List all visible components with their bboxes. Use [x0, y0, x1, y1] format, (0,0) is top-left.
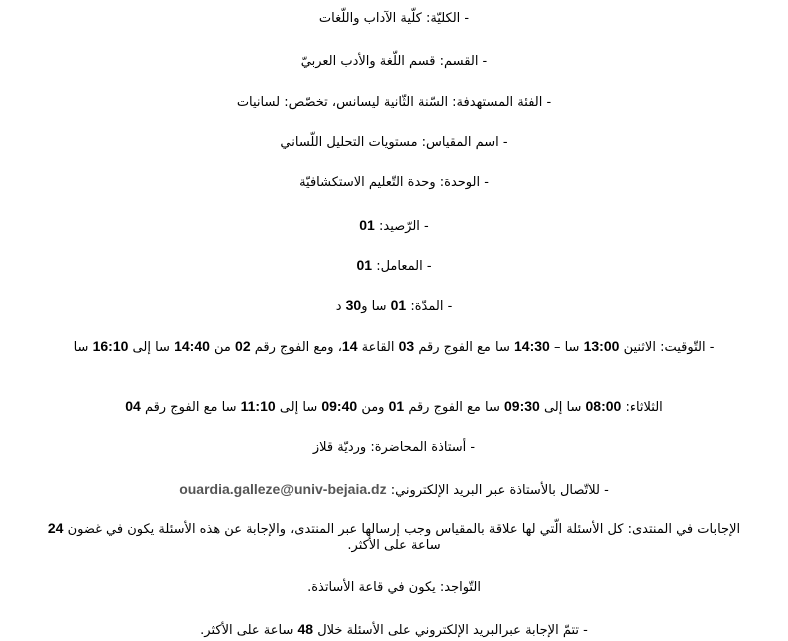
tuesday-text: سا مع الفوج رقم	[144, 400, 237, 415]
forum-line	[40, 520, 748, 554]
tuesday-time: 11:10	[240, 398, 276, 414]
faculty-text: - الكليّة: كلّية الآداب واللّغات	[318, 11, 470, 26]
course-name-line	[40, 135, 748, 151]
course-name-text: - اسم المقياس: مستويات التحليل اللّساني	[280, 135, 508, 150]
duration-minutes: 30	[345, 297, 362, 313]
timing-text: ، ومع الفوج رقم	[254, 340, 342, 355]
timing-group-number: 02	[235, 338, 251, 354]
department-text: - القسم: قسم اللّغة والأدب العربيّ	[300, 54, 488, 69]
email-reply-text-end: ساعة على الأكثر.	[200, 623, 294, 638]
forum-hours: 24	[47, 520, 64, 536]
department-line	[40, 54, 748, 70]
timing-time: 14:30	[514, 338, 550, 354]
credit-line	[40, 217, 748, 235]
tuesday-text: سا إلى	[279, 400, 318, 415]
coefficient-value: 01	[356, 257, 373, 273]
contact-line	[40, 481, 748, 499]
timing-room-number: 14	[341, 338, 358, 354]
timing-text: القاعة	[361, 340, 395, 355]
timing-text: سا	[73, 340, 89, 355]
presence-text: التّواجد: يكون في قاعة الأساتذة.	[307, 580, 481, 595]
unit-line	[40, 175, 748, 191]
timing-time: 14:40	[174, 338, 210, 354]
target-group-line	[40, 95, 748, 111]
presence-line	[40, 580, 748, 596]
forum-text-end: ساعة على الأكثر.	[347, 538, 441, 553]
tuesday-group-number: 01	[388, 398, 405, 414]
timing-group-number: 03	[398, 338, 415, 354]
timing-text: - التّوقيت: الاثنين	[623, 340, 715, 355]
timing-tuesday-line	[40, 398, 748, 416]
timing-text: سا إلى	[132, 340, 170, 355]
lecturer-text: - أستاذة المحاضرة: ورديّة قلاز	[312, 440, 476, 455]
email-reply-hours: 48	[297, 621, 314, 637]
lecturer-line	[40, 440, 748, 456]
tuesday-group-number: 04	[125, 398, 141, 414]
credit-value: 01	[359, 217, 375, 233]
tuesday-text: الثلاثاء:	[625, 400, 663, 415]
duration-line	[40, 297, 748, 315]
timing-text: من	[214, 340, 231, 355]
timing-monday-line	[40, 338, 748, 356]
timing-time: 16:10	[92, 338, 129, 354]
coefficient-line	[40, 257, 748, 275]
forum-text: الإجابات في المنتدى: كل الأسئلة الّتي لها علاقة بالمقياس وجب إرسالها عبر المنتدى، والإجابة عن هذه الأسئلة يكون في غضون	[67, 522, 741, 537]
duration-minutes-unit: د	[335, 299, 342, 314]
faculty-line	[40, 11, 748, 27]
contact-email-link[interactable]: ouardia.galleze@univ-bejaia.dz	[179, 481, 387, 497]
unit-text: - الوحدة: وحدة التّعليم الاستكشافيّة	[299, 175, 489, 190]
tuesday-time: 09:40	[321, 398, 358, 414]
timing-text: سا مع الفوج رقم	[418, 340, 510, 355]
tuesday-time: 08:00	[585, 398, 622, 414]
duration-label: - المدّة:	[410, 299, 453, 314]
email-reply-text: - تتمّ الإجابة عبرالبريد الإلكتروني على الأسئلة خلال	[317, 623, 588, 638]
credit-label: - الرّصيد:	[378, 219, 429, 234]
contact-label: - للاتّصال بالأستاذة عبر البريد الإلكتروني:	[390, 483, 609, 498]
duration-hours-unit: سا و	[361, 299, 387, 314]
tuesday-text: سا مع الفوج رقم	[408, 400, 500, 415]
tuesday-time: 09:30	[504, 398, 540, 414]
target-group-text: - الفئة المستهدفة: السّنة الثّانية ليسانس، تخصّص: لسانيات	[236, 95, 552, 110]
timing-time: 13:00	[583, 338, 620, 354]
tuesday-text: سا إلى	[543, 400, 582, 415]
tuesday-text: ومن	[361, 400, 385, 415]
coefficient-label: - المعامل:	[376, 259, 432, 274]
timing-text: سا –	[553, 340, 580, 355]
email-reply-line	[40, 621, 748, 639]
duration-hours: 01	[390, 297, 407, 313]
